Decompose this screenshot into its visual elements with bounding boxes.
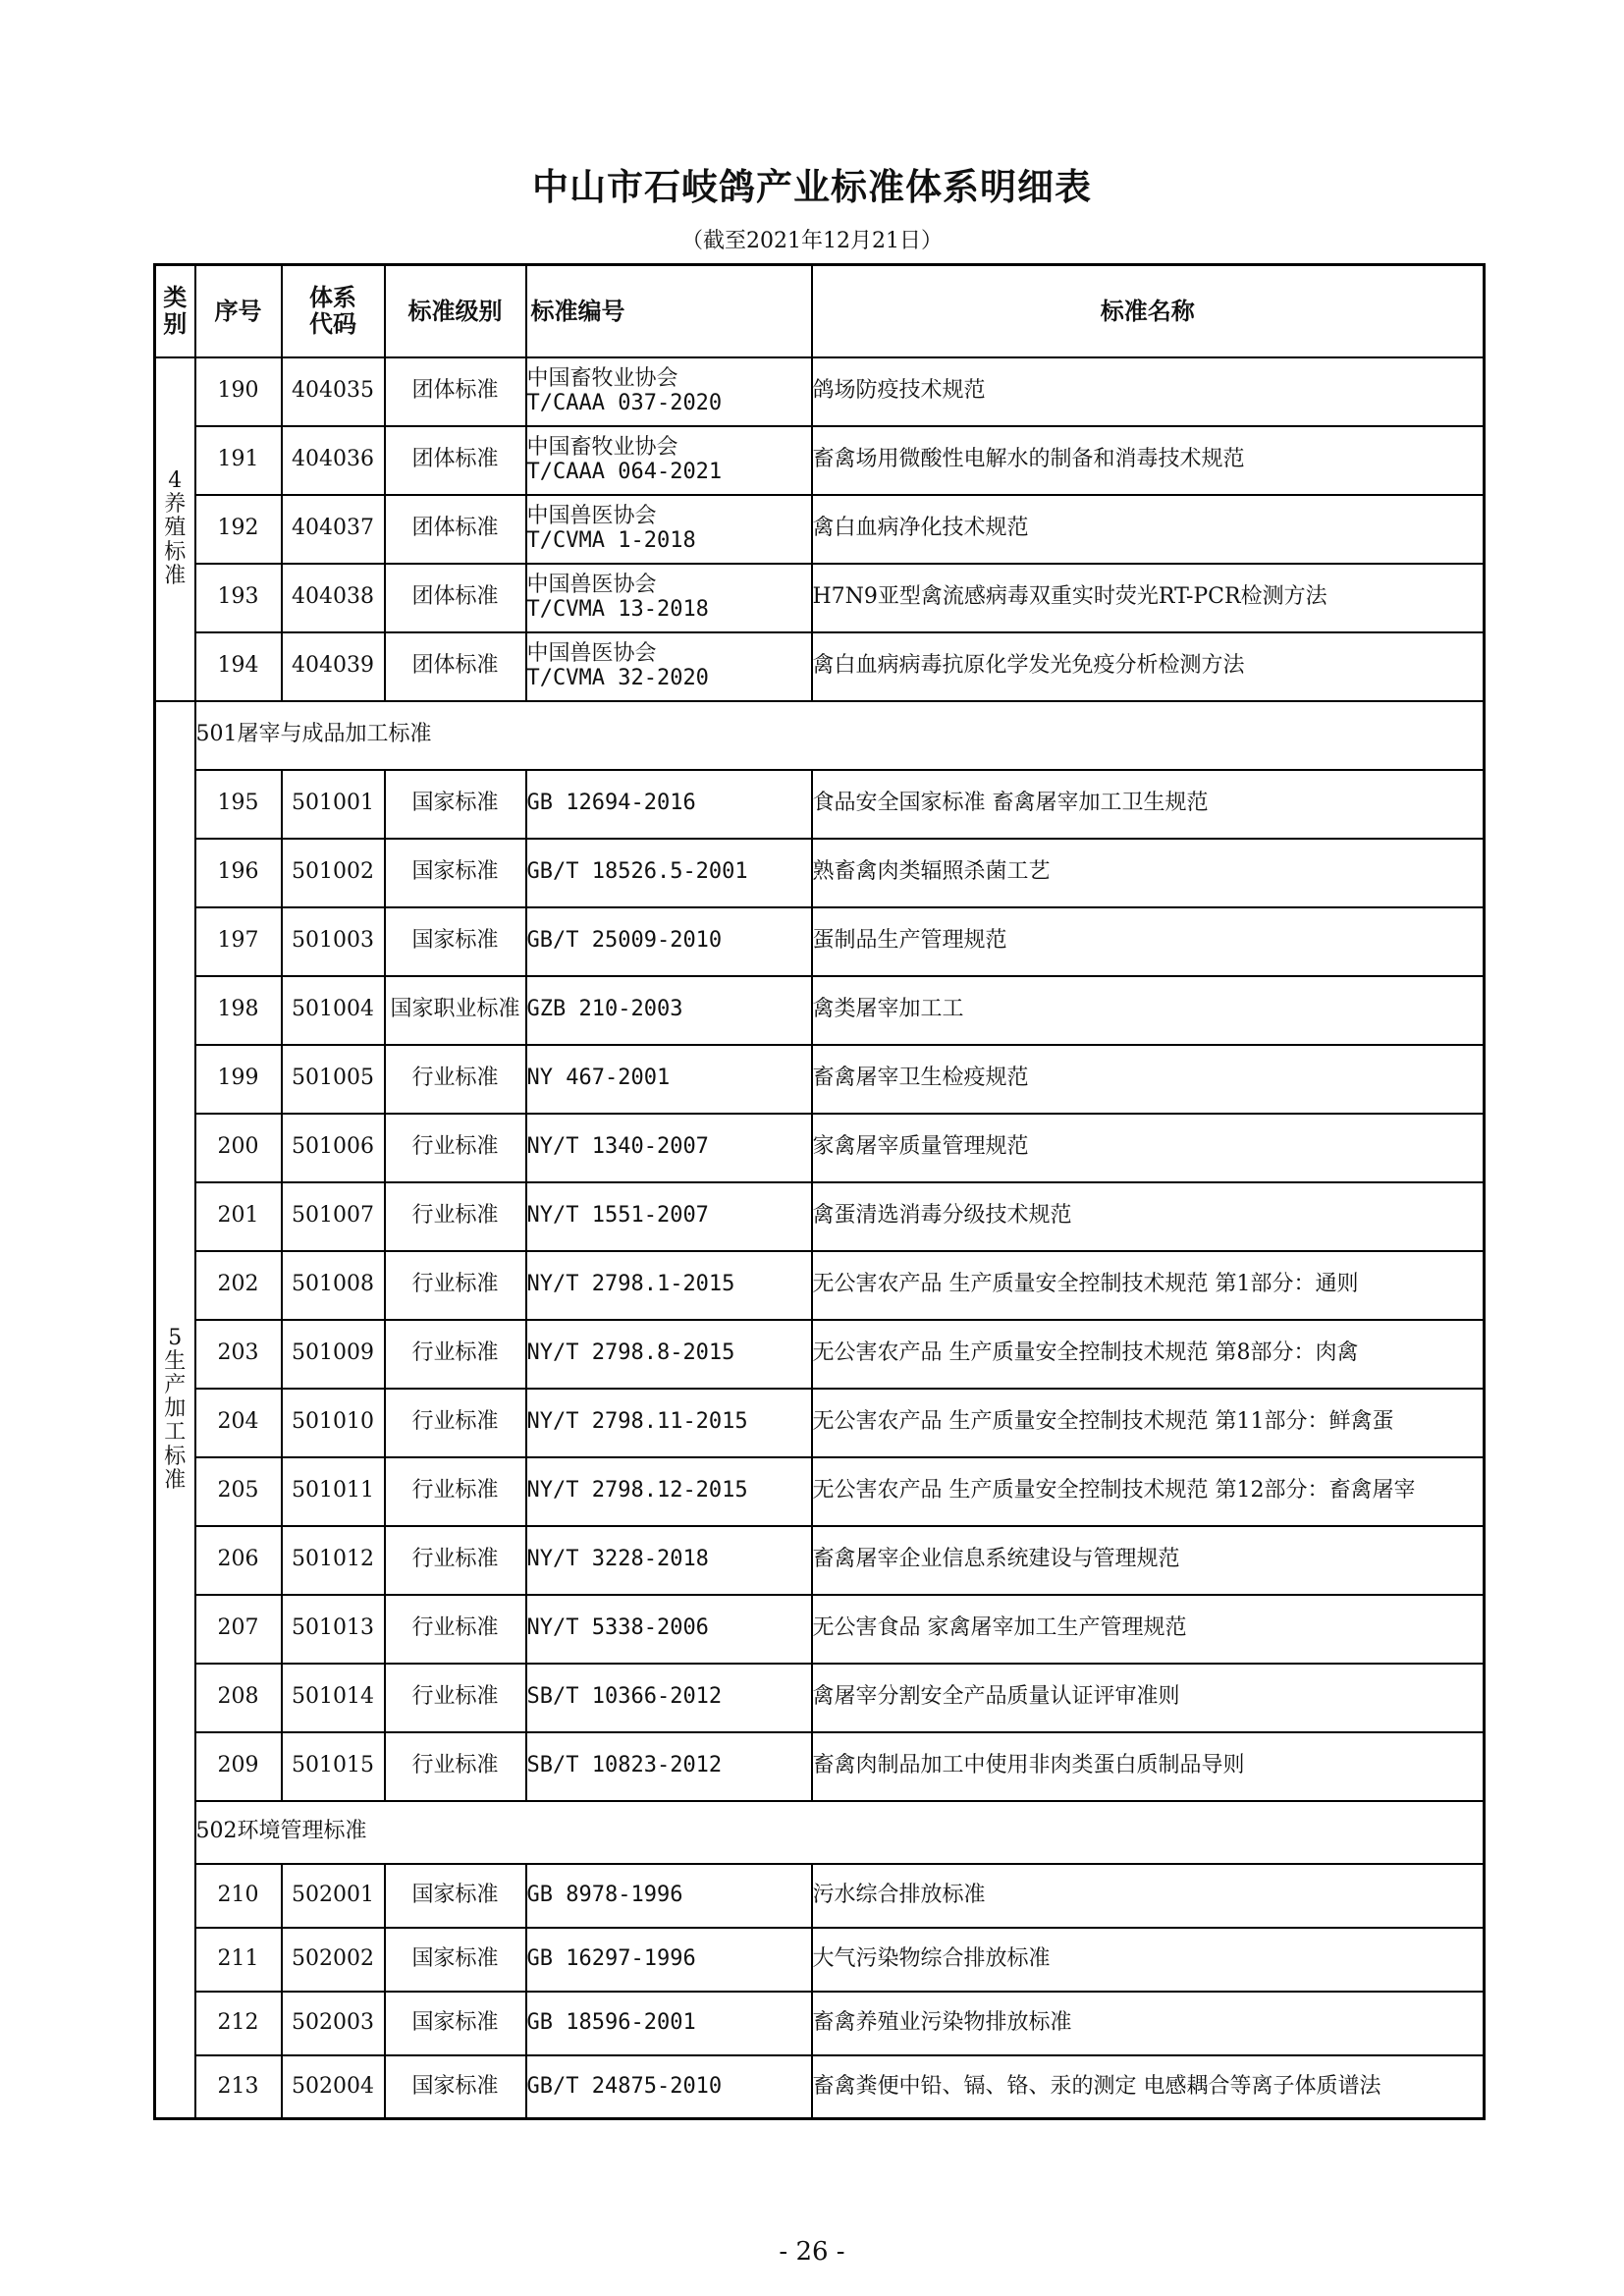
level-cell: 国家标准 [385, 907, 526, 976]
number-cell: 中国畜牧业协会 T/CAAA 064-2021 [526, 426, 812, 495]
level-cell: 团体标准 [385, 426, 526, 495]
code-cell: 404038 [282, 564, 385, 632]
level-cell: 行业标准 [385, 1045, 526, 1114]
code-cell: 502002 [282, 1928, 385, 1992]
level-cell: 行业标准 [385, 1457, 526, 1526]
level-cell: 团体标准 [385, 632, 526, 701]
name-cell: 畜禽屠宰卫生检疫规范 [812, 1045, 1485, 1114]
number-cell: GB 16297-1996 [526, 1928, 812, 1992]
name-cell: 畜禽场用微酸性电解水的制备和消毒技术规范 [812, 426, 1485, 495]
name-cell: 无公害食品 家禽屠宰加工生产管理规范 [812, 1595, 1485, 1664]
table-row [155, 426, 1485, 495]
level-cell: 国家标准 [385, 1992, 526, 2055]
number-cell: NY/T 2798.8-2015 [526, 1320, 812, 1389]
level-cell: 国家标准 [385, 1928, 526, 1992]
standards-table [153, 263, 1486, 2120]
table-row [155, 1864, 1485, 1928]
number-cell: GB 18596-2001 [526, 1992, 812, 2055]
name-cell: 大气污染物综合排放标准 [812, 1928, 1485, 1992]
header-name: 标准名称 [812, 265, 1485, 357]
subgroup-row [155, 1801, 1485, 1864]
number-cell: SB/T 10823-2012 [526, 1732, 812, 1801]
name-cell: 熟畜禽肉类辐照杀菌工艺 [812, 839, 1485, 907]
name-cell: 畜禽肉制品加工中使用非肉类蛋白质制品导则 [812, 1732, 1485, 1801]
page-title: 中山市石岐鸽产业标准体系明细表 [532, 165, 1092, 208]
seq-cell: 203 [195, 1320, 282, 1389]
number-cell: NY/T 2798.11-2015 [526, 1389, 812, 1457]
seq-cell: 205 [195, 1457, 282, 1526]
code-cell: 501013 [282, 1595, 385, 1664]
code-cell: 501010 [282, 1389, 385, 1457]
page-subtitle: （截至2021年12月21日） [681, 229, 943, 253]
number-cell: GB/T 24875-2010 [526, 2055, 812, 2119]
header-code: 体系代码 [282, 265, 385, 357]
seq-cell: 204 [195, 1389, 282, 1457]
seq-cell: 197 [195, 907, 282, 976]
seq-cell: 192 [195, 495, 282, 564]
level-cell: 行业标准 [385, 1732, 526, 1801]
seq-cell: 199 [195, 1045, 282, 1114]
level-cell: 国家标准 [385, 2055, 526, 2119]
number-cell: 中国兽医协会 T/CVMA 32-2020 [526, 632, 812, 701]
table-row [155, 1320, 1485, 1389]
subgroup-row [155, 701, 1485, 770]
number-cell: 中国兽医协会 T/CVMA 1-2018 [526, 495, 812, 564]
table-row [155, 564, 1485, 632]
name-cell: 禽白血病病毒抗原化学发光免疫分析检测方法 [812, 632, 1485, 701]
number-cell: NY/T 2798.12-2015 [526, 1457, 812, 1526]
seq-cell: 191 [195, 426, 282, 495]
level-cell: 国家职业标准 [385, 976, 526, 1045]
level-cell: 行业标准 [385, 1251, 526, 1320]
seq-cell: 210 [195, 1864, 282, 1928]
table-row [155, 770, 1485, 839]
number-cell: NY/T 2798.1-2015 [526, 1251, 812, 1320]
code-cell: 404037 [282, 495, 385, 564]
seq-cell: 208 [195, 1664, 282, 1732]
seq-cell: 193 [195, 564, 282, 632]
code-cell: 501015 [282, 1732, 385, 1801]
table-row [155, 1595, 1485, 1664]
code-cell: 404039 [282, 632, 385, 701]
table-row [155, 1114, 1485, 1182]
table-row [155, 839, 1485, 907]
code-cell: 501009 [282, 1320, 385, 1389]
level-cell: 团体标准 [385, 495, 526, 564]
name-cell: 蛋制品生产管理规范 [812, 907, 1485, 976]
number-cell: GZB 210-2003 [526, 976, 812, 1045]
number-cell: GB/T 25009-2010 [526, 907, 812, 976]
header-row [155, 265, 1485, 357]
level-cell: 团体标准 [385, 357, 526, 426]
seq-cell: 195 [195, 770, 282, 839]
table-row [155, 357, 1485, 426]
code-cell: 404036 [282, 426, 385, 495]
code-cell: 501014 [282, 1664, 385, 1732]
page-number: - 26 - [779, 2237, 845, 2267]
name-cell: 禽屠宰分割安全产品质量认证评审准则 [812, 1664, 1485, 1732]
level-cell: 国家标准 [385, 839, 526, 907]
name-cell: 家禽屠宰质量管理规范 [812, 1114, 1485, 1182]
table-row [155, 976, 1485, 1045]
header-number: 标准编号 [526, 265, 812, 357]
name-cell: 禽类屠宰加工工 [812, 976, 1485, 1045]
name-cell: 污水综合排放标准 [812, 1864, 1485, 1928]
table-row [155, 1992, 1485, 2055]
code-cell: 501002 [282, 839, 385, 907]
name-cell: 畜禽粪便中铅、镉、铬、汞的测定 电感耦合等离子体质谱法 [812, 2055, 1485, 2119]
category-cell-5: 5生产加工标准 [155, 701, 195, 2119]
number-cell: NY 467-2001 [526, 1045, 812, 1114]
number-cell: NY/T 1340-2007 [526, 1114, 812, 1182]
seq-cell: 211 [195, 1928, 282, 1992]
table-row [155, 2055, 1485, 2119]
table-row [155, 1664, 1485, 1732]
table-row [155, 1045, 1485, 1114]
level-cell: 行业标准 [385, 1389, 526, 1457]
seq-cell: 200 [195, 1114, 282, 1182]
table-row [155, 1732, 1485, 1801]
name-cell: 无公害农产品 生产质量安全控制技术规范 第8部分：肉禽 [812, 1320, 1485, 1389]
code-cell: 501004 [282, 976, 385, 1045]
name-cell: 无公害农产品 生产质量安全控制技术规范 第1部分：通则 [812, 1251, 1485, 1320]
seq-cell: 190 [195, 357, 282, 426]
code-cell: 501011 [282, 1457, 385, 1526]
code-cell: 404035 [282, 357, 385, 426]
header-seq: 序号 [195, 265, 282, 357]
header-level: 标准级别 [385, 265, 526, 357]
number-cell: SB/T 10366-2012 [526, 1664, 812, 1732]
code-cell: 502003 [282, 1992, 385, 2055]
seq-cell: 206 [195, 1526, 282, 1595]
code-cell: 501008 [282, 1251, 385, 1320]
table-row [155, 1457, 1485, 1526]
table-row [155, 907, 1485, 976]
seq-cell: 209 [195, 1732, 282, 1801]
subgroup-title: 501屠宰与成品加工标准 [195, 701, 1485, 770]
seq-cell: 194 [195, 632, 282, 701]
code-cell: 501006 [282, 1114, 385, 1182]
seq-cell: 202 [195, 1251, 282, 1320]
name-cell: 禽蛋清选消毒分级技术规范 [812, 1182, 1485, 1251]
code-cell: 502004 [282, 2055, 385, 2119]
name-cell: H7N9亚型禽流感病毒双重实时荧光RT-PCR检测方法 [812, 564, 1485, 632]
level-cell: 行业标准 [385, 1114, 526, 1182]
name-cell: 禽白血病净化技术规范 [812, 495, 1485, 564]
table-row [155, 495, 1485, 564]
code-cell: 501007 [282, 1182, 385, 1251]
subgroup-title: 502环境管理标准 [195, 1801, 1485, 1864]
header-category: 类别 [155, 265, 195, 357]
name-cell: 无公害农产品 生产质量安全控制技术规范 第11部分：鲜禽蛋 [812, 1389, 1485, 1457]
table-row [155, 1182, 1485, 1251]
level-cell: 行业标准 [385, 1182, 526, 1251]
code-cell: 501012 [282, 1526, 385, 1595]
number-cell: GB/T 18526.5-2001 [526, 839, 812, 907]
seq-cell: 212 [195, 1992, 282, 2055]
seq-cell: 213 [195, 2055, 282, 2119]
code-cell: 502001 [282, 1864, 385, 1928]
table-row [155, 632, 1485, 701]
table-row [155, 1928, 1485, 1992]
name-cell: 食品安全国家标准 畜禽屠宰加工卫生规范 [812, 770, 1485, 839]
name-cell: 无公害农产品 生产质量安全控制技术规范 第12部分：畜禽屠宰 [812, 1457, 1485, 1526]
seq-cell: 207 [195, 1595, 282, 1664]
category-cell-4: 4养殖标准 [155, 357, 195, 701]
number-cell: 中国畜牧业协会 T/CAAA 037-2020 [526, 357, 812, 426]
name-cell: 畜禽养殖业污染物排放标准 [812, 1992, 1485, 2055]
number-cell: NY/T 3228-2018 [526, 1526, 812, 1595]
number-cell: GB 12694-2016 [526, 770, 812, 839]
number-cell: 中国兽医协会 T/CVMA 13-2018 [526, 564, 812, 632]
name-cell: 畜禽屠宰企业信息系统建设与管理规范 [812, 1526, 1485, 1595]
number-cell: NY/T 5338-2006 [526, 1595, 812, 1664]
level-cell: 行业标准 [385, 1526, 526, 1595]
level-cell: 行业标准 [385, 1664, 526, 1732]
number-cell: GB 8978-1996 [526, 1864, 812, 1928]
table-row [155, 1251, 1485, 1320]
table-row [155, 1389, 1485, 1457]
table-row [155, 1526, 1485, 1595]
name-cell: 鸽场防疫技术规范 [812, 357, 1485, 426]
level-cell: 国家标准 [385, 770, 526, 839]
level-cell: 团体标准 [385, 564, 526, 632]
code-cell: 501001 [282, 770, 385, 839]
code-cell: 501005 [282, 1045, 385, 1114]
level-cell: 行业标准 [385, 1320, 526, 1389]
seq-cell: 201 [195, 1182, 282, 1251]
seq-cell: 198 [195, 976, 282, 1045]
level-cell: 国家标准 [385, 1864, 526, 1928]
seq-cell: 196 [195, 839, 282, 907]
code-cell: 501003 [282, 907, 385, 976]
level-cell: 行业标准 [385, 1595, 526, 1664]
number-cell: NY/T 1551-2007 [526, 1182, 812, 1251]
